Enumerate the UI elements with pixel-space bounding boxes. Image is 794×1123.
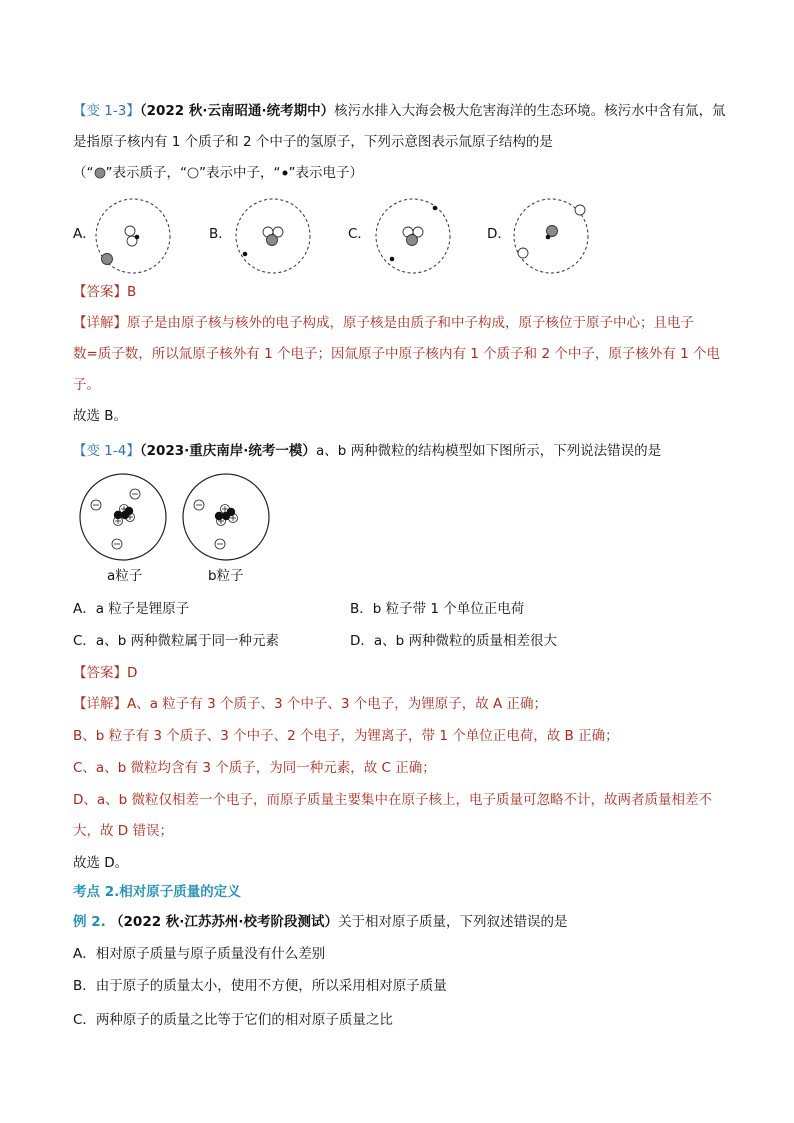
q13-explain3: 子。 — [73, 377, 100, 393]
q13-legend: （“ ”表示质子，“ ”表示中子，“ ”表示电子） — [73, 165, 363, 181]
q13-option-d-label: D． — [487, 226, 511, 242]
q13-line1 — [73, 101, 726, 121]
ex2-text: 关于相对原子质量，下列叙述错误的是 — [338, 914, 568, 930]
ex2-option-b: B．由于原子的质量太小，使用不方便，所以采用相对原子质量 — [73, 978, 447, 994]
q14-explain5: 大，故 D 错误； — [73, 823, 173, 839]
q14-explain3: C、a、b 微粒均含有 3 个质子，为同一种元素，故 C 正确； — [73, 760, 436, 776]
atom-diagram-a — [92, 196, 174, 276]
particle-a-diagram — [78, 472, 168, 564]
ex2-tag: 例 2. — [73, 914, 106, 930]
q14-choose: 故选 D。 — [73, 855, 129, 871]
q14-text: a、b 两种微粒的结构模型如下图所示，下列说法错误的是 — [315, 443, 662, 459]
electron-symbol-icon — [281, 169, 289, 177]
q13-choose: 故选 B。 — [73, 408, 128, 424]
particle-b-diagram — [181, 472, 271, 564]
atom-diagram-d — [510, 196, 592, 276]
q13-explain1: 【详解】原子是由原子核与核外的电子构成，原子核是由质子和中子构成，原子核位于原子中心；且电子 — [73, 315, 694, 331]
q14-source: （2023·重庆南岸·统考一模） — [139, 443, 316, 459]
proton-symbol-icon — [94, 167, 106, 179]
q14-explain4: D、a、b 微粒仅相差一个电子，而原子质量主要集中在原子核上，电子质量可忽略不计，故两者质量相差不 — [73, 792, 713, 808]
q13-line2: 是指原子核内有 1 个质子和 2 个中子的氢原子，下列示意图表示氚原子结构的是 — [73, 134, 553, 150]
q14-explain2: B、b 粒子有 3 个质子、3 个中子、2 个电子，为锂离子，带 1 个单位正电荷，故 B 正确； — [73, 728, 619, 744]
q13-option-b-label: B． — [209, 226, 232, 242]
q13-text1: 核污水排入大海会极大危害海洋的生态环境。核污水中含有氚，氚 — [334, 103, 726, 119]
q14-explain1: 【详解】A、a 粒子有 3 个质子、3 个中子、3 个电子，为锂原子，故 A 正确； — [73, 696, 548, 712]
ex2-source: （2022 秋·江苏苏州·校考阶段测试） — [110, 914, 339, 930]
q13-explain2: 数=质子数，所以氚原子核外有 1 个电子；因氚原子中原子核内有 1 个质子和 2 个中子，原子核外有 1 个电 — [73, 346, 720, 362]
q14-option-d: D．a、b 两种微粒的质量相差很大 — [350, 633, 558, 649]
q14-line1 — [73, 441, 661, 461]
q14-answer: 【答案】D — [73, 665, 138, 681]
particle-b-label: b粒子 — [208, 568, 244, 584]
q14-option-a: A．a 粒子是锂原子 — [73, 601, 190, 617]
q13-option-c-label: C． — [348, 226, 371, 242]
ex2-option-a: A．相对原子质量与原子质量没有什么差别 — [73, 946, 326, 962]
q14-tag: 【变 1-4】 — [73, 443, 140, 459]
atom-diagram-b — [232, 196, 314, 276]
topic-heading: 考点 2.相对原子质量的定义 — [73, 884, 241, 900]
q13-option-a-label: A． — [73, 226, 96, 242]
atom-diagram-c — [372, 196, 454, 276]
particle-a-label: a粒子 — [107, 568, 143, 584]
q13-tag: 【变 1-3】 — [73, 103, 140, 119]
q14-option-c: C．a、b 两种微粒属于同一种元素 — [73, 633, 280, 649]
q14-option-b: B．b 粒子带 1 个单位正电荷 — [350, 601, 525, 617]
ex2-line1 — [73, 912, 568, 932]
neutron-symbol-icon — [187, 167, 199, 179]
ex2-option-c: C．两种原子的质量之比等于它们的相对原子质量之比 — [73, 1012, 393, 1028]
q13-source: （2022 秋·云南昭通·统考期中） — [139, 103, 335, 119]
q13-answer: 【答案】B — [73, 284, 137, 300]
